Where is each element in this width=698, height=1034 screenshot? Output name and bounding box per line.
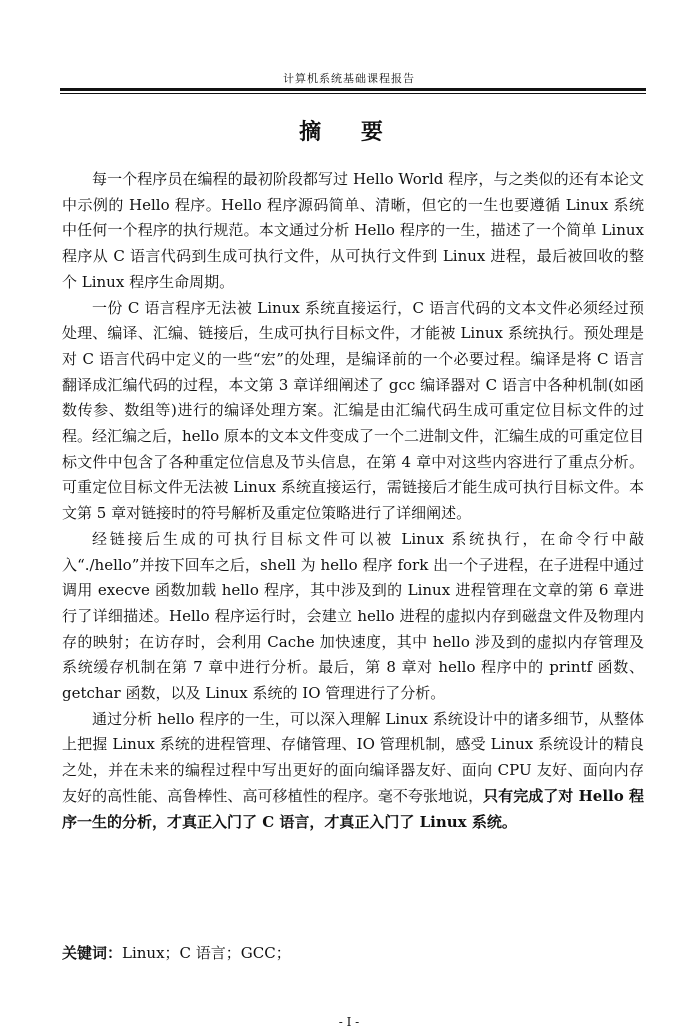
running-header: 计算机系统基础课程报告 <box>283 72 415 85</box>
abstract-title: 摘 要 <box>299 120 399 145</box>
keywords-value: Linux；C 语言；GCC； <box>122 944 291 962</box>
header-rule-thin <box>60 93 646 94</box>
abstract-paragraph-2: 一份 C 语言程序无法被 Linux 系统直接运行，C 语言代码的文本文件必须经过预处理、编译、汇编、链接后，生成可执行目标文件，才能被 Linux 系统执行。预处理是对 C 语言代码中定义的一些“宏”的处理，是编译前的一个必要过程。编译是将 C 语言翻译成汇编代码的过程，本文第 3 章详细阐述了 gcc 编译器对 C 语言中各种机制(如函数传参、数组等)进行的编译处理方案。汇编是由汇编代码生成可重定位目标文件的过程。经汇编之后，hello 原本的文本文件变成了一个二进制文件，汇编生成的可重定位目标文件中包含了各种重定位信息及节头信息，在第 4 章中对这些内容进行了重点分析。可重定位目标文件无法被 Linux 系统直接运行，需链接后才能生成可执行目标文件。本文第 5 章对链接时的符号解析及重定位策略进行了详细阐述。 <box>62 298 644 523</box>
keywords-line <box>62 941 291 965</box>
header-rule-thick <box>60 88 646 91</box>
abstract-paragraph-4-normal: 通过分析 hello 程序的一生，可以深入理解 Linux 系统设计中的诸多细节，从整体上把握 Linux 系统的进程管理、存储管理、IO 管理机制，感受 Linux 系统设计的精良之处，并在未来的编程过程中写出更好的面向编译器友好、面向 CPU 友好、面向内存友好的高性能、高鲁棒性、高可移植性的程序。毫不夸张地说， <box>62 709 644 805</box>
abstract-paragraph-3: 经链接后生成的可执行目标文件可以被 Linux 系统执行，在命令行中敲入“./hello”并按下回车之后，shell 为 hello 程序 fork 出一个子进程，在子进程中通过调用 execve 函数加载 hello 程序，其中涉及到的 Linux 进程管理在文章的第 6 章进行了详细描述。Hello 程序运行时，会建立 hello 进程的虚拟内存到磁盘文件及物理内存的映射；在访存时，会利用 Cache 加快速度，其中 hello 涉及到的虚拟内存管理及系统缓存机制在第 7 章中进行分析。最后，第 8 章对 hello 程序中的 printf 函数、getchar 函数，以及 Linux 系统的 IO 管理进行了分析。 <box>62 529 644 703</box>
keywords-label: 关键词： <box>62 944 123 962</box>
abstract-body <box>62 167 644 835</box>
abstract-paragraph-4 <box>62 707 644 836</box>
abstract-paragraph-4-bold: 只有完成了对 Hello 程序一生的分析，才真正入门了 C 语言，才真正入门了 Linux 系统。 <box>62 786 644 831</box>
page-number: - I - <box>338 1015 360 1029</box>
abstract-paragraph-1: 每一个程序员在编程的最初阶段都写过 Hello World 程序，与之类似的还有本论文中示例的 Hello 程序。Hello 程序源码简单、清晰，但它的一生也要遵循 Linux 系统中任何一个程序的执行规范。本文通过分析 Hello 程序的一生，描述了一个简单 Linux 程序从 C 语言代码到生成可执行文件，从可执行文件到 Linux 进程，最后被回收的整个 Linux 程序生命周期。 <box>62 170 644 291</box>
